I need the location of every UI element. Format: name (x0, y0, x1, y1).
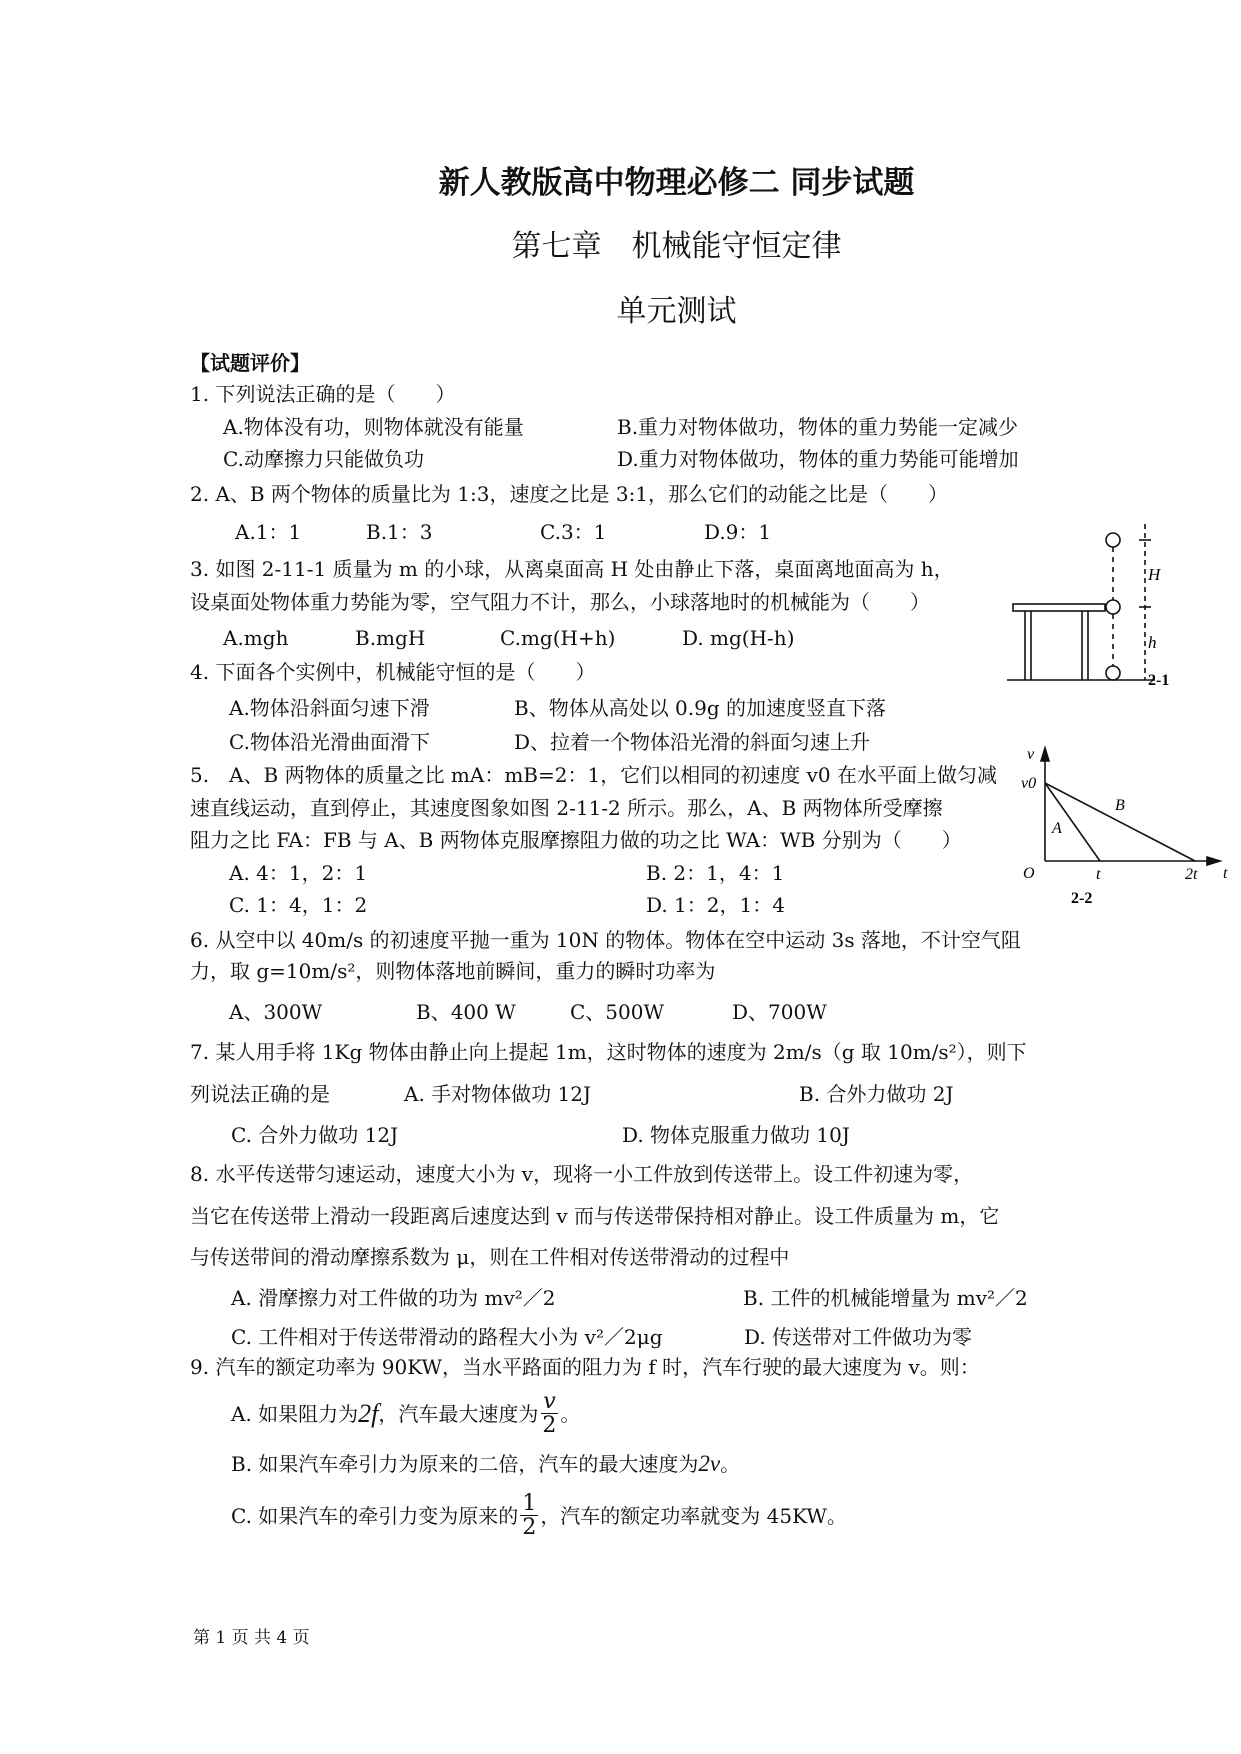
line-a-label: A (1052, 820, 1062, 837)
q1-option-c: C.动摩擦力只能做负功 (223, 447, 424, 471)
q9-c-text: C. 如果汽车的牵引力变为原来的 (231, 1503, 519, 1528)
q9-stem: 9. 汽车的额定功率为 90KW，当水平路面的阻力为 f 时，汽车行驶的最大速度为 v。则： (190, 1355, 980, 1379)
tick-t: t (1096, 866, 1101, 883)
q9-a-text: A. 如果阻力为 (231, 1401, 359, 1426)
q8-option-c: C. 工件相对于传送带滑动的路程大小为 v²／2μg (231, 1325, 663, 1349)
fraction-denominator: 2 (522, 1515, 537, 1541)
q2-option-b: B.1：3 (366, 520, 433, 544)
q9-c-end: ，汽车的额定功率就变为 45KW。 (540, 1503, 847, 1528)
q4-option-b: B、物体从高处以 0.9g 的加速度竖直下落 (514, 696, 887, 720)
label-H: H (1148, 565, 1161, 584)
q9-option-c (231, 1492, 847, 1539)
q7-stem-line2: 列说法正确的是 (190, 1082, 330, 1106)
v-axis-label: v (1027, 746, 1035, 763)
q3-option-d: D. mg(H-h) (682, 626, 795, 650)
figure-ball-table (1005, 520, 1185, 690)
q3-option-a: A.mgh (223, 626, 289, 650)
q4-option-d: D、拉着一个物体沿光滑的斜面匀速上升 (514, 730, 871, 754)
q7-option-a: A. 手对物体做功 12J (404, 1082, 591, 1106)
q7-option-d: D. 物体克服重力做功 10J (622, 1123, 850, 1147)
ball-floor (1106, 666, 1120, 680)
q9-a-fraction (540, 1390, 558, 1437)
q4-option-c: C.物体沿光滑曲面滑下 (229, 730, 430, 754)
q9-c-fraction (520, 1492, 538, 1539)
v0-label: v0 (1021, 775, 1037, 792)
unit-title: 单元测试 (616, 294, 737, 329)
q8-option-d: D. 传送带对工件做功为零 (744, 1325, 973, 1349)
q8-option-b: B. 工件的机械能增量为 mv²／2 (743, 1286, 1028, 1310)
q8-stem-line3: 与传送带间的滑动摩擦系数为 μ，则在工件相对传送带滑动的过程中 (190, 1245, 790, 1269)
ball-top (1106, 533, 1120, 547)
q9-b-speed: 2v (698, 1451, 721, 1476)
q5-stem-line2: 速直线运动，直到停止，其速度图象如图 2-11-2 所示。那么，A、B 两物体所受摩擦 (190, 796, 943, 820)
q1-option-d: D.重力对物体做功，物体的重力势能可能增加 (617, 447, 1019, 471)
q7-option-b: B. 合外力做功 2J (799, 1082, 954, 1106)
q9-a-text2: ，汽车最大速度为 (378, 1401, 539, 1426)
q1-option-a: A.物体没有功，则物体就没有能量 (223, 415, 524, 439)
q6-option-b: B、400 W (416, 1000, 516, 1024)
q8-stem-line2: 当它在传送带上滑动一段距离后速度达到 v 而与传送带保持相对静止。设工件质量为 m，它 (190, 1204, 1000, 1228)
q1-stem: 1. 下列说法正确的是（ ） (190, 382, 456, 406)
chapter-title: 第七章 机械能守恒定律 (511, 229, 842, 264)
q6-stem-line2: 力，取 g=10m/s²，则物体落地前瞬间，重力的瞬时功率为 (190, 959, 716, 983)
q9-option-a (231, 1390, 580, 1437)
q4-stem: 4. 下面各个实例中，机械能守恒的是（ ） (190, 660, 596, 684)
q6-option-d: D、700W (732, 1000, 827, 1024)
q7-stem-line1: 7. 某人用手将 1Kg 物体由静止向上提起 1m，这时物体的速度为 2m/s（g 取 10m/s²），则下 (190, 1040, 1027, 1064)
q9-option-b (231, 1452, 740, 1475)
q9-a-force: 2f (358, 1398, 379, 1428)
q3-option-c: C.mg(H+h) (500, 626, 616, 650)
q5-option-d: D. 1：2，1：4 (646, 893, 785, 917)
q5-stem-line1: 5. A、B 两物体的质量之比 mA：mB=2：1，它们以相同的初速度 v0 在水平面上做匀减 (190, 763, 997, 787)
q5-option-b: B. 2：1，4：1 (646, 861, 785, 885)
label-h: h (1148, 633, 1157, 652)
q2-option-c: C.3：1 (540, 520, 607, 544)
q3-stem-line2: 设桌面处物体重力势能为零，空气阻力不计，那么，小球落地时的机械能为（ ） (190, 590, 930, 614)
q2-stem: 2. A、B 两个物体的质量比为 1:3，速度之比是 3:1，那么它们的动能之比是（ ） (190, 482, 949, 506)
q2-option-d: D.9：1 (704, 520, 772, 544)
q8-option-a: A. 滑摩擦力对工件做的功为 mv²／2 (231, 1286, 556, 1310)
q2-option-a: A.1：1 (235, 520, 302, 544)
q6-stem-line1: 6. 从空中以 40m/s 的初速度平抛一重为 10N 的物体。物体在空中运动 3s 落地，不计空气阻 (190, 928, 1021, 952)
q8-stem-line1: 8. 水平传送带匀速运动，速度大小为 v，现将一小工件放到传送带上。设工件初速为零， (190, 1162, 974, 1186)
figure-label: 2-1 (1148, 672, 1170, 689)
table-top (1013, 604, 1105, 611)
fraction-denominator: 2 (542, 1413, 557, 1439)
q5-option-a: A. 4：1，2：1 (229, 861, 368, 885)
tick-2t: 2t (1185, 866, 1198, 883)
document-title: 新人教版高中物理必修二 同步试题 (438, 165, 915, 201)
ball-table (1106, 600, 1120, 614)
q5-stem-line3: 阻力之比 FA：FB 与 A、B 两物体克服摩擦阻力做的功之比 WA：WB 分别为（ ） (190, 828, 962, 852)
figure-label: 2-2 (1071, 890, 1093, 905)
origin-label: O (1023, 865, 1035, 882)
q9-b-end: 。 (720, 1451, 741, 1476)
figure-velocity-time-graph (1005, 745, 1241, 905)
q9-a-end: 。 (560, 1401, 581, 1426)
line-b (1045, 783, 1195, 861)
fraction-numerator: v (543, 1389, 556, 1414)
q9-b-text: B. 如果汽车牵引力为原来的二倍，汽车的最大速度为 (231, 1451, 699, 1476)
t-axis-label: t (1223, 865, 1228, 882)
section-heading: 【试题评价】 (190, 351, 310, 375)
q3-stem-line1: 3. 如图 2-11-1 质量为 m 的小球，从离桌面高 H 处由静止下落，桌面离地面高为 h， (190, 557, 954, 581)
line-b-label: B (1115, 797, 1125, 814)
q6-option-a: A、300W (229, 1000, 323, 1024)
q5-option-c: C. 1：4，1：2 (229, 893, 368, 917)
page-footer: 第 1 页 共 4 页 (193, 1628, 310, 1648)
q6-option-c: C、500W (570, 1000, 665, 1024)
q7-option-c: C. 合外力做功 12J (231, 1123, 399, 1147)
q1-option-b: B.重力对物体做功，物体的重力势能一定减少 (617, 415, 1019, 439)
q3-option-b: B.mgH (355, 626, 426, 650)
q4-option-a: A.物体沿斜面匀速下滑 (229, 696, 430, 720)
fraction-numerator: 1 (522, 1491, 537, 1516)
